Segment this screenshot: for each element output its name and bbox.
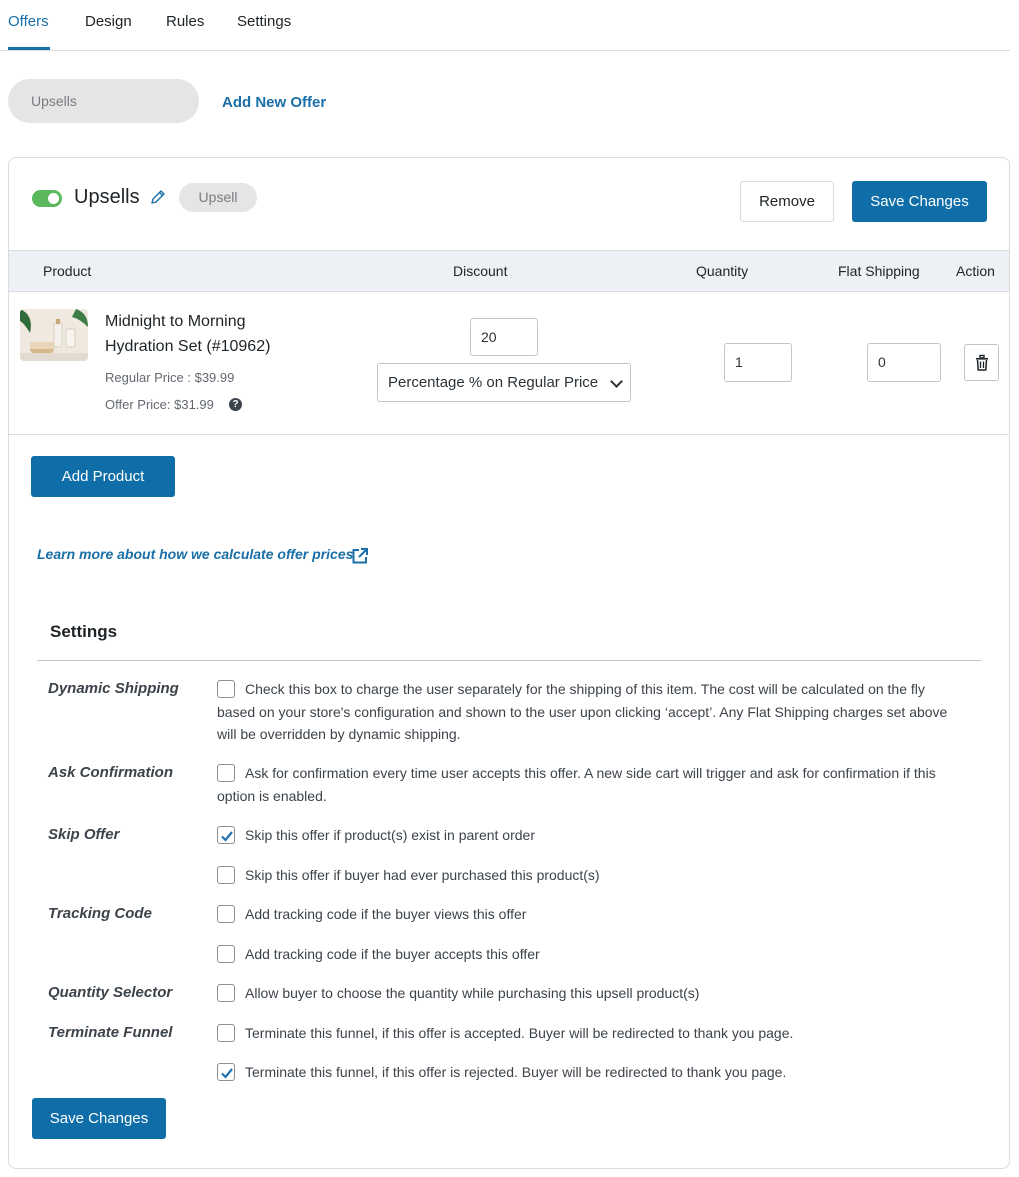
skip-offer-parent-order-text: Skip this offer if product(s) exist in parent order: [245, 827, 535, 843]
ask-confirmation-option-text: Ask for confirmation every time user accepts this offer. A new side cart will trigger and ask for confirmation if this option is enabled.: [217, 765, 936, 804]
offer-price: Offer Price: $31.99: [105, 397, 214, 412]
offer-card: [8, 157, 1010, 1169]
tracking-code-views-text: Add tracking code if the buyer views this offer: [245, 906, 527, 922]
active-tab-indicator: [8, 47, 50, 50]
flat-shipping-input[interactable]: 0: [867, 343, 941, 382]
learn-more-link[interactable]: Learn more about how we calculate offer prices: [37, 546, 354, 562]
save-changes-button-bottom[interactable]: Save Changes: [32, 1098, 166, 1139]
dynamic-shipping-option-text: Check this box to charge the user separately for the shipping of this item. The cost will be calculated on the fly based on your store's configuration and shown to the user upon clicking ‘accept’. Any Flat Shipping charges set above will be overridden by dynamic shipping.: [217, 681, 948, 742]
discount-value-input[interactable]: 20: [470, 318, 538, 356]
skip-offer-purchased-text: Skip this offer if buyer had ever purchased this product(s): [245, 867, 600, 883]
regular-price: Regular Price : $39.99: [105, 370, 235, 385]
setting-label-tracking-code: Tracking Code: [48, 905, 152, 922]
save-changes-button-top[interactable]: Save Changes: [852, 181, 987, 222]
offer-selector-upsells[interactable]: Upsells: [8, 79, 199, 123]
tracking-code-accepts-text: Add tracking code if the buyer accepts this offer: [245, 946, 540, 962]
column-header-discount: Discount: [453, 263, 508, 279]
product-table-header: [9, 250, 1009, 292]
external-link-icon[interactable]: [351, 547, 369, 565]
setting-label-skip-offer: Skip Offer: [48, 826, 120, 843]
product-name[interactable]: Midnight to Morning Hydration Set (#10962): [105, 313, 271, 355]
offer-enabled-toggle[interactable]: [32, 190, 62, 207]
discount-type-select[interactable]: [377, 363, 631, 402]
trash-icon: [974, 354, 990, 377]
discount-type-value: Percentage % on Regular Price: [388, 374, 599, 391]
main-tabs: [0, 0, 1010, 51]
help-icon[interactable]: ?: [229, 398, 242, 411]
tab-offers[interactable]: Offers: [8, 13, 49, 30]
column-header-flat-shipping: Flat Shipping: [838, 263, 920, 279]
settings-divider: [37, 660, 982, 661]
pencil-icon[interactable]: [149, 188, 167, 206]
column-header-quantity: Quantity: [696, 263, 749, 279]
settings-title: Settings: [50, 622, 118, 641]
tab-settings[interactable]: Settings: [237, 13, 292, 30]
product-thumbnail: [20, 309, 88, 361]
remove-button[interactable]: Remove: [740, 181, 834, 222]
chevron-down-icon: [610, 375, 623, 388]
delete-product-button[interactable]: [964, 344, 999, 381]
setting-label-quantity-selector: Quantity Selector: [48, 984, 173, 1001]
column-header-action: Action: [956, 263, 995, 279]
quantity-selector-text: Allow buyer to choose the quantity while purchasing this upsell product(s): [245, 985, 700, 1001]
tab-rules[interactable]: Rules: [166, 13, 205, 30]
offer-type-badge: Upsell: [179, 183, 257, 212]
add-product-button[interactable]: Add Product: [31, 456, 175, 497]
column-header-product: Product: [43, 263, 92, 279]
add-new-offer-link[interactable]: Add New Offer: [222, 94, 327, 111]
offer-name: Upsells: [74, 186, 140, 208]
table-row: [9, 292, 1009, 435]
setting-label-terminate-funnel: Terminate Funnel: [48, 1024, 173, 1041]
terminate-funnel-rejected-text: Terminate this funnel, if this offer is rejected. Buyer will be redirected to thank you page.: [245, 1064, 787, 1080]
setting-label-dynamic-shipping: Dynamic Shipping: [48, 680, 179, 697]
terminate-funnel-accepted-text: Terminate this funnel, if this offer is accepted. Buyer will be redirected to thank you page.: [245, 1025, 794, 1041]
setting-label-ask-confirmation: Ask Confirmation: [48, 764, 174, 781]
quantity-input[interactable]: 1: [724, 343, 792, 382]
tab-design[interactable]: Design: [85, 13, 132, 30]
